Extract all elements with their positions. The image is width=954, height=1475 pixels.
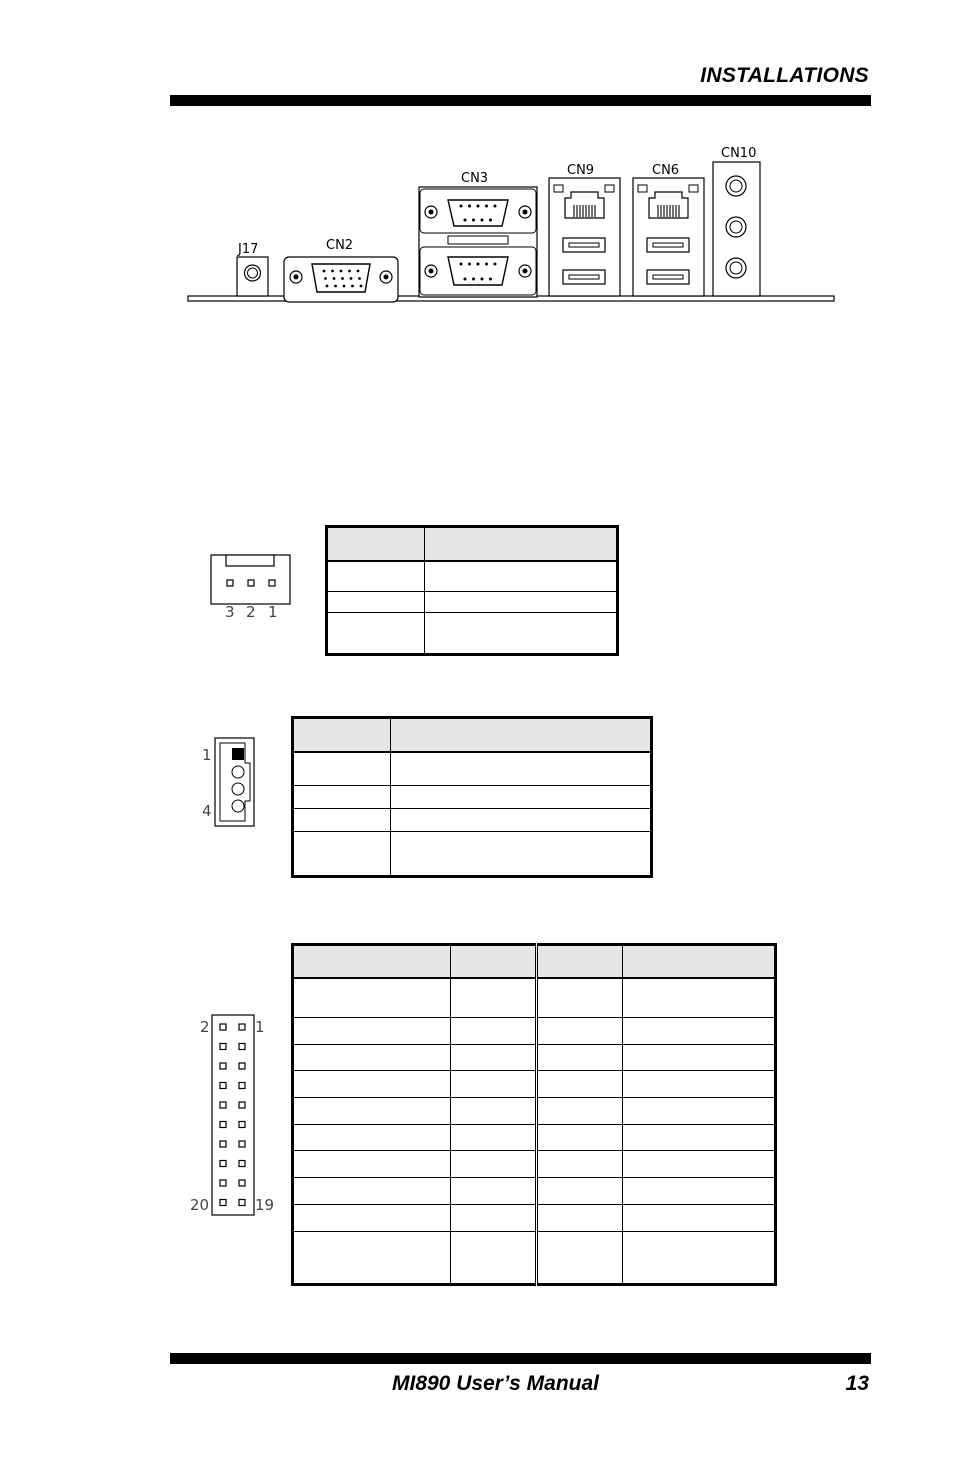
header-pin [239, 1122, 245, 1128]
cn2-vga-connector [284, 257, 398, 302]
header-rule [170, 95, 871, 106]
header-pin [220, 1180, 226, 1186]
twenty-pin-header-diagram [210, 1013, 258, 1218]
header-pin [239, 1024, 245, 1030]
pin-label-20: 20 [190, 1196, 210, 1214]
header-pin [239, 1102, 245, 1108]
page-number: 13 [845, 1372, 869, 1395]
header-pin [239, 1180, 245, 1186]
header-pin [239, 1141, 245, 1147]
pin-label-2: 2 [246, 603, 256, 621]
j17-label: J17 [238, 242, 259, 257]
cn10-label: CN10 [721, 146, 757, 161]
header-pin [220, 1141, 226, 1147]
pin-label-4: 4 [202, 802, 212, 820]
header-pin [239, 1044, 245, 1050]
rear-panel-diagram [180, 140, 845, 310]
cn3-serial-ports [419, 187, 537, 297]
pin-label-1: 1 [268, 603, 278, 621]
pin-label-3: 3 [225, 603, 235, 621]
cn9-lan-usb-stack [549, 178, 620, 296]
cn9-label: CN9 [567, 163, 595, 178]
header-pin [220, 1044, 226, 1050]
header-pin [239, 1083, 245, 1089]
header-pin [220, 1102, 226, 1108]
header-pin [220, 1063, 226, 1069]
manual-title: MI890 User’s Manual [392, 1372, 599, 1395]
pin-label-19: 19 [255, 1196, 275, 1214]
header-pin [220, 1161, 226, 1167]
j17-power-jack [237, 257, 268, 296]
pin-label-2: 2 [200, 1018, 210, 1036]
header-pin [239, 1063, 245, 1069]
twenty-pin-table [291, 943, 777, 1286]
cn6-lan-usb-stack [633, 178, 704, 296]
cn6-label: CN6 [652, 163, 680, 178]
header-pin [220, 1122, 226, 1128]
four-pin-connector-diagram [210, 735, 260, 830]
cn10-audio-jacks [713, 162, 760, 296]
three-pin-table [325, 525, 619, 656]
header-pin [220, 1200, 226, 1206]
header-pin [220, 1083, 226, 1089]
pin-label-1: 1 [202, 746, 212, 764]
header-pin [220, 1024, 226, 1030]
footer-rule [170, 1353, 871, 1364]
pin-label-1: 1 [255, 1018, 265, 1036]
four-pin-table [291, 716, 653, 878]
header-pin [239, 1200, 245, 1206]
header-pin [239, 1161, 245, 1167]
cn2-label: CN2 [326, 238, 354, 253]
section-title: INSTALLATIONS [700, 64, 869, 87]
cn3-label: CN3 [461, 171, 489, 186]
